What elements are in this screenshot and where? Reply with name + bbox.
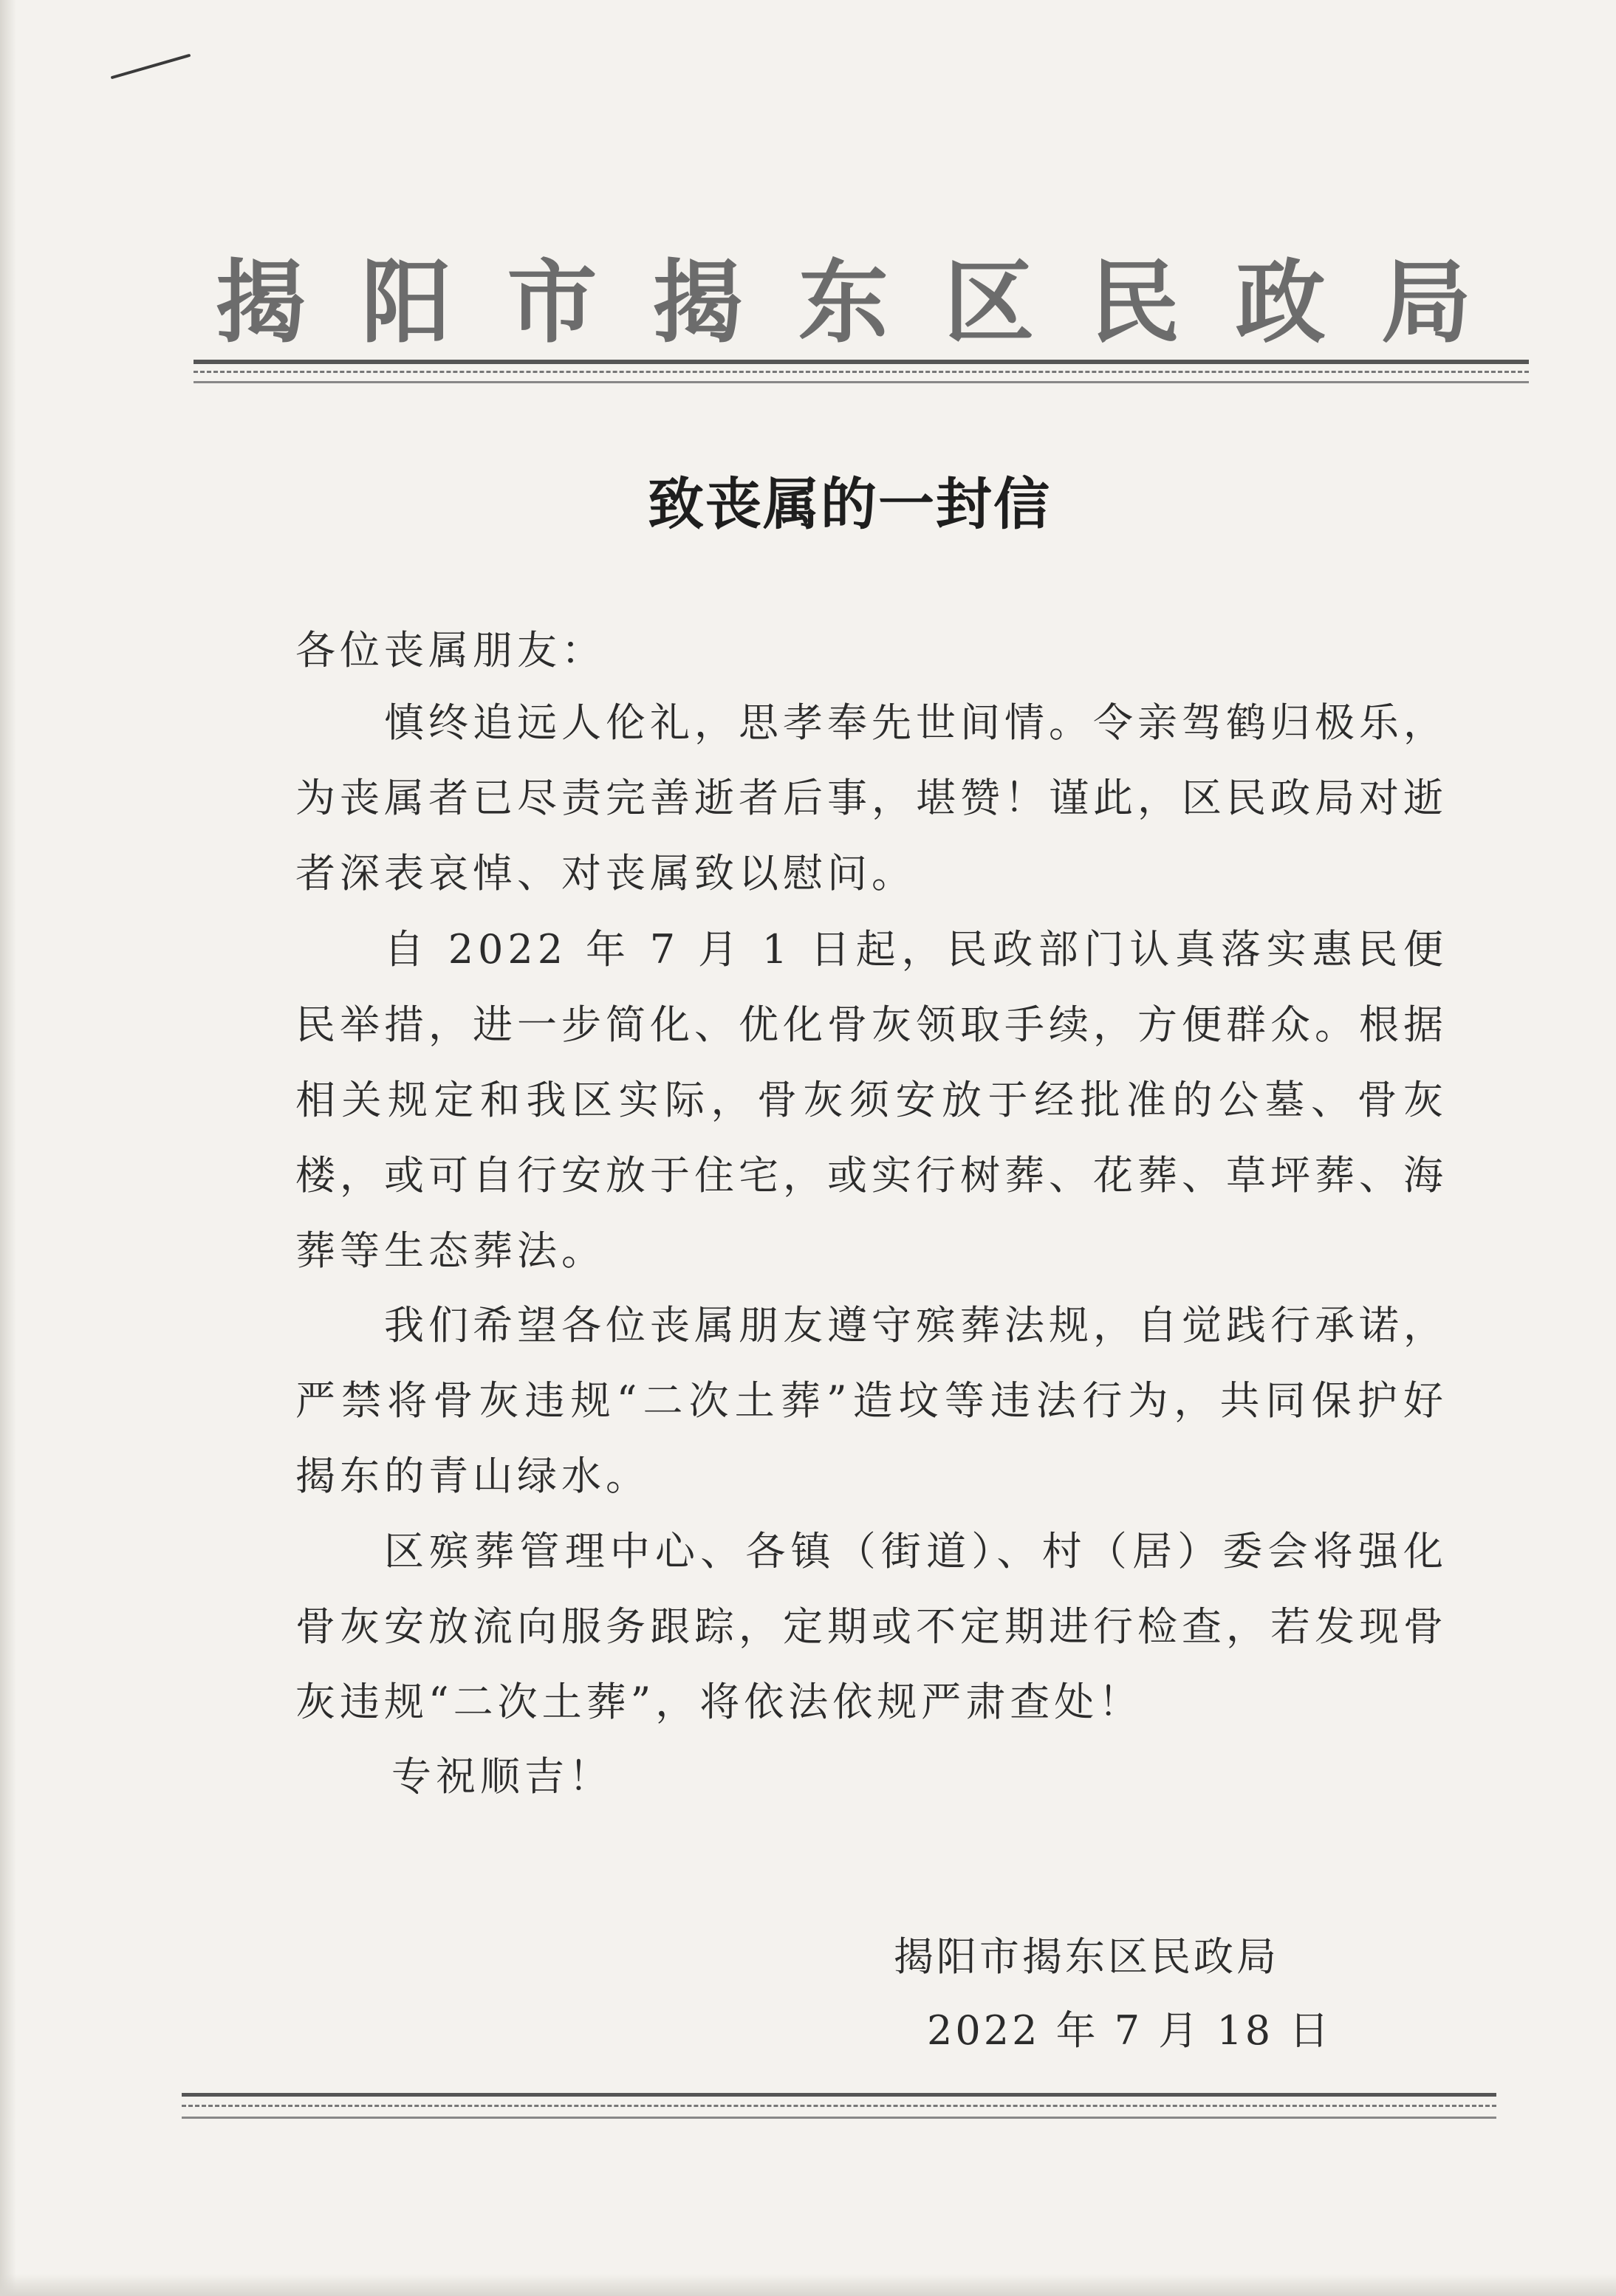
footer-rule bbox=[182, 2093, 1496, 2097]
footer-rule-dashed bbox=[182, 2105, 1496, 2107]
closing-line: 专祝顺吉！ bbox=[391, 1753, 613, 1800]
letterhead-char: 揭 bbox=[216, 250, 306, 355]
letterhead-char: 揭 bbox=[652, 250, 743, 355]
paragraph-enforcement: 区殡葬管理中心、各镇（街道）、村（居）委会将强化骨灰安放流向服务跟踪，定期或不定期进行检查，若发现骨灰违规“二次土葬”，将依法依规严肃查处！ bbox=[295, 1528, 1448, 1725]
signature-date: 2022 年 7 月 18 日 bbox=[927, 2007, 1332, 2054]
letterhead-rule bbox=[194, 360, 1529, 364]
footer-rule-thin bbox=[182, 2117, 1496, 2119]
signature-organization: 揭阳市揭东区民政局 bbox=[894, 1933, 1279, 1980]
letterhead-rule-dashed bbox=[194, 371, 1529, 373]
letterhead-char: 民 bbox=[1089, 250, 1180, 355]
scan-bottom-shadow bbox=[0, 2274, 1616, 2296]
paragraph-condolence: 慎终追远人伦礼，思孝奉先世间情。令亲驾鹤归极乐，为丧属者已尽责完善逝者后事，堪赞！谨此，区民政局对逝者深表哀悼、对丧属致以慰问。 bbox=[295, 699, 1448, 897]
pen-mark bbox=[111, 54, 191, 80]
salutation: 各位丧属朋友： bbox=[295, 627, 606, 674]
letterhead-char: 市 bbox=[507, 250, 598, 355]
paragraph-request: 我们希望各位丧属朋友遵守殡葬法规，自觉践行承诺，严禁将骨灰违规“二次土葬”造坟等违法行为，共同保护好揭东的青山绿水。 bbox=[295, 1302, 1448, 1499]
letterhead-char: 东 bbox=[798, 250, 889, 355]
letterhead-rule-thin bbox=[194, 381, 1529, 383]
letterhead-char: 政 bbox=[1235, 250, 1326, 355]
letterhead-char: 区 bbox=[944, 250, 1035, 355]
letterhead-char: 阳 bbox=[361, 250, 452, 355]
paragraph-policy: 自 2022 年 7 月 1 日起，民政部门认真落实惠民便民举措，进一步简化、优化骨灰领取手续，方便群众。根据相关规定和我区实际，骨灰须安放于经批准的公墓、骨灰楼，或可自行安放于住宅，或实行树葬、花葬、草坪葬、海葬等生态葬法。 bbox=[295, 926, 1448, 1274]
scan-edge-shadow bbox=[0, 0, 16, 2296]
letterhead-char: 局 bbox=[1381, 250, 1471, 355]
letter-title: 致丧属的一封信 bbox=[648, 471, 1051, 537]
letterhead bbox=[216, 244, 1471, 362]
